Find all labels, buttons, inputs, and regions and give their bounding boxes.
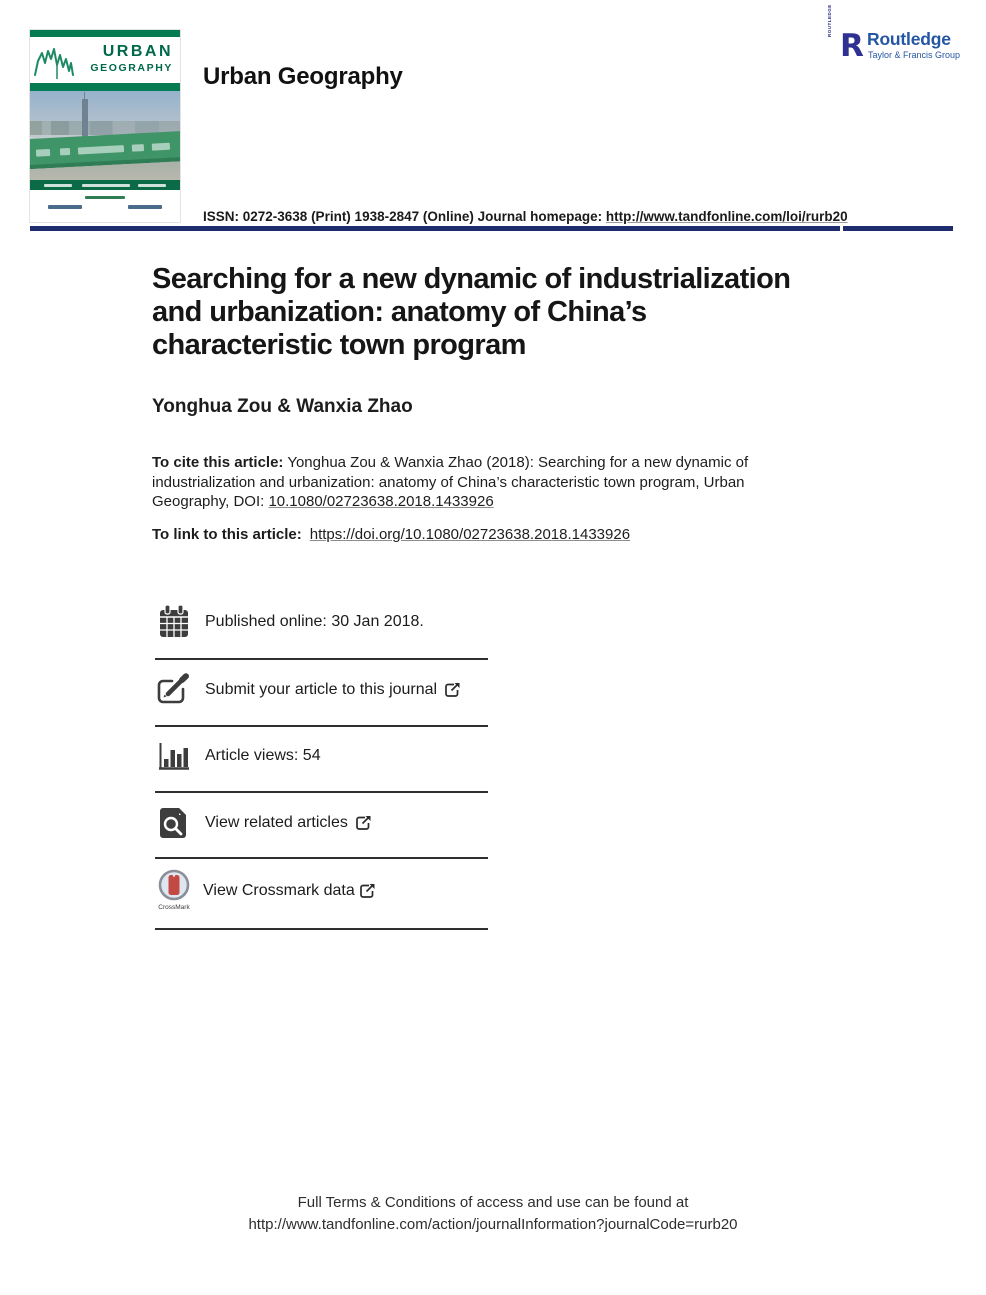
row-divider [155,725,488,727]
external-link-icon [359,883,376,899]
routledge-tagline: Taylor & Francis Group [868,50,961,60]
article-views-label: Article views: 54 [205,747,321,764]
submit-article-label: Submit your article to this journal [205,681,438,698]
header-rule-left [30,226,840,231]
related-articles-label: View related articles [205,814,348,831]
submit-article-icon [155,668,193,712]
published-online-label: Published online: 30 Jan 2018. [205,613,424,630]
journal-title: Urban Geography [203,63,403,90]
article-title-line3: characteristic town program [152,329,526,361]
article-authors: Yonghua Zou & Wanxia Zhao [152,396,413,417]
cover-green-banner [30,131,180,169]
footer-terms-text: Full Terms & Conditions of access and use can be found at [297,1194,689,1211]
article-doi-link[interactable]: https://doi.org/10.1080/02723638.2018.1433926 [309,526,631,543]
published-online-row [155,600,495,644]
issn-text: ISSN: 0272-3638 (Print) 1938-2847 (Online) Journal homepage: [203,209,606,224]
journal-homepage-link[interactable]: http://www.tandfonline.com/loi/rurb20 [605,209,848,224]
article-title-line2: and urbanization: anatomy of China’s [152,296,647,328]
calendar-icon [155,600,193,644]
routledge-logo [827,4,966,67]
cover-logo-band [30,37,180,83]
link-line [152,526,630,543]
journal-cover-thumbnail [30,30,180,222]
routledge-vertical-text: ROUTLEDGE [827,4,832,37]
cover-top-band [30,30,180,37]
external-link-icon [444,682,461,698]
external-link-icon [355,815,372,831]
citation-paragraph [152,453,800,512]
footer-terms-link[interactable]: http://www.tandfonline.com/action/journalInformation?journalCode=rurb20 [248,1216,738,1233]
related-articles-row[interactable] [155,801,495,845]
cover-journal-name-line1: URBAN [102,43,173,60]
cover-skyline-sketch-icon [33,41,85,81]
header-rule-right [843,226,953,231]
issn-line [203,209,848,224]
article-title [152,263,790,362]
crossmark-caption: CrossMark [158,904,190,911]
cover-tower-antenna [84,92,85,100]
crossmark-icon [155,866,193,916]
cite-doi-link[interactable]: 10.1080/02723638.2018.1433926 [268,493,494,510]
crossmark-row[interactable] [155,866,495,916]
cite-text: Yonghua Zou & Wanxia Zhao (2018): Searching for a new dynamic of industrialization and urbanization: anatomy of China’s characteristic town program, Urban Geography, DOI: [152,454,749,510]
cite-label: To cite this article: [152,454,284,471]
row-divider [155,658,488,660]
cover-journal-name-line2: GEOGRAPHY [90,62,173,74]
row-divider [155,791,488,793]
crossmark-label: View Crossmark data [203,882,355,899]
bar-chart-icon [155,734,193,778]
footer [0,1192,986,1236]
cover-photo [30,91,180,180]
article-title-line1: Searching for a new dynamic of industrialization [152,263,791,295]
routledge-mark-icon [827,4,864,64]
article-views-row [155,734,495,778]
link-label: To link to this article: [152,526,302,543]
row-divider [155,857,488,859]
related-articles-icon [155,801,193,845]
submit-article-row[interactable] [155,668,495,712]
routledge-r-glyph: R [840,28,864,64]
cover-lower-band [30,180,180,190]
cover-mid-band [30,83,180,91]
row-divider [155,928,488,930]
cover-footer-area [30,190,180,222]
routledge-name: Routledge [867,29,951,49]
